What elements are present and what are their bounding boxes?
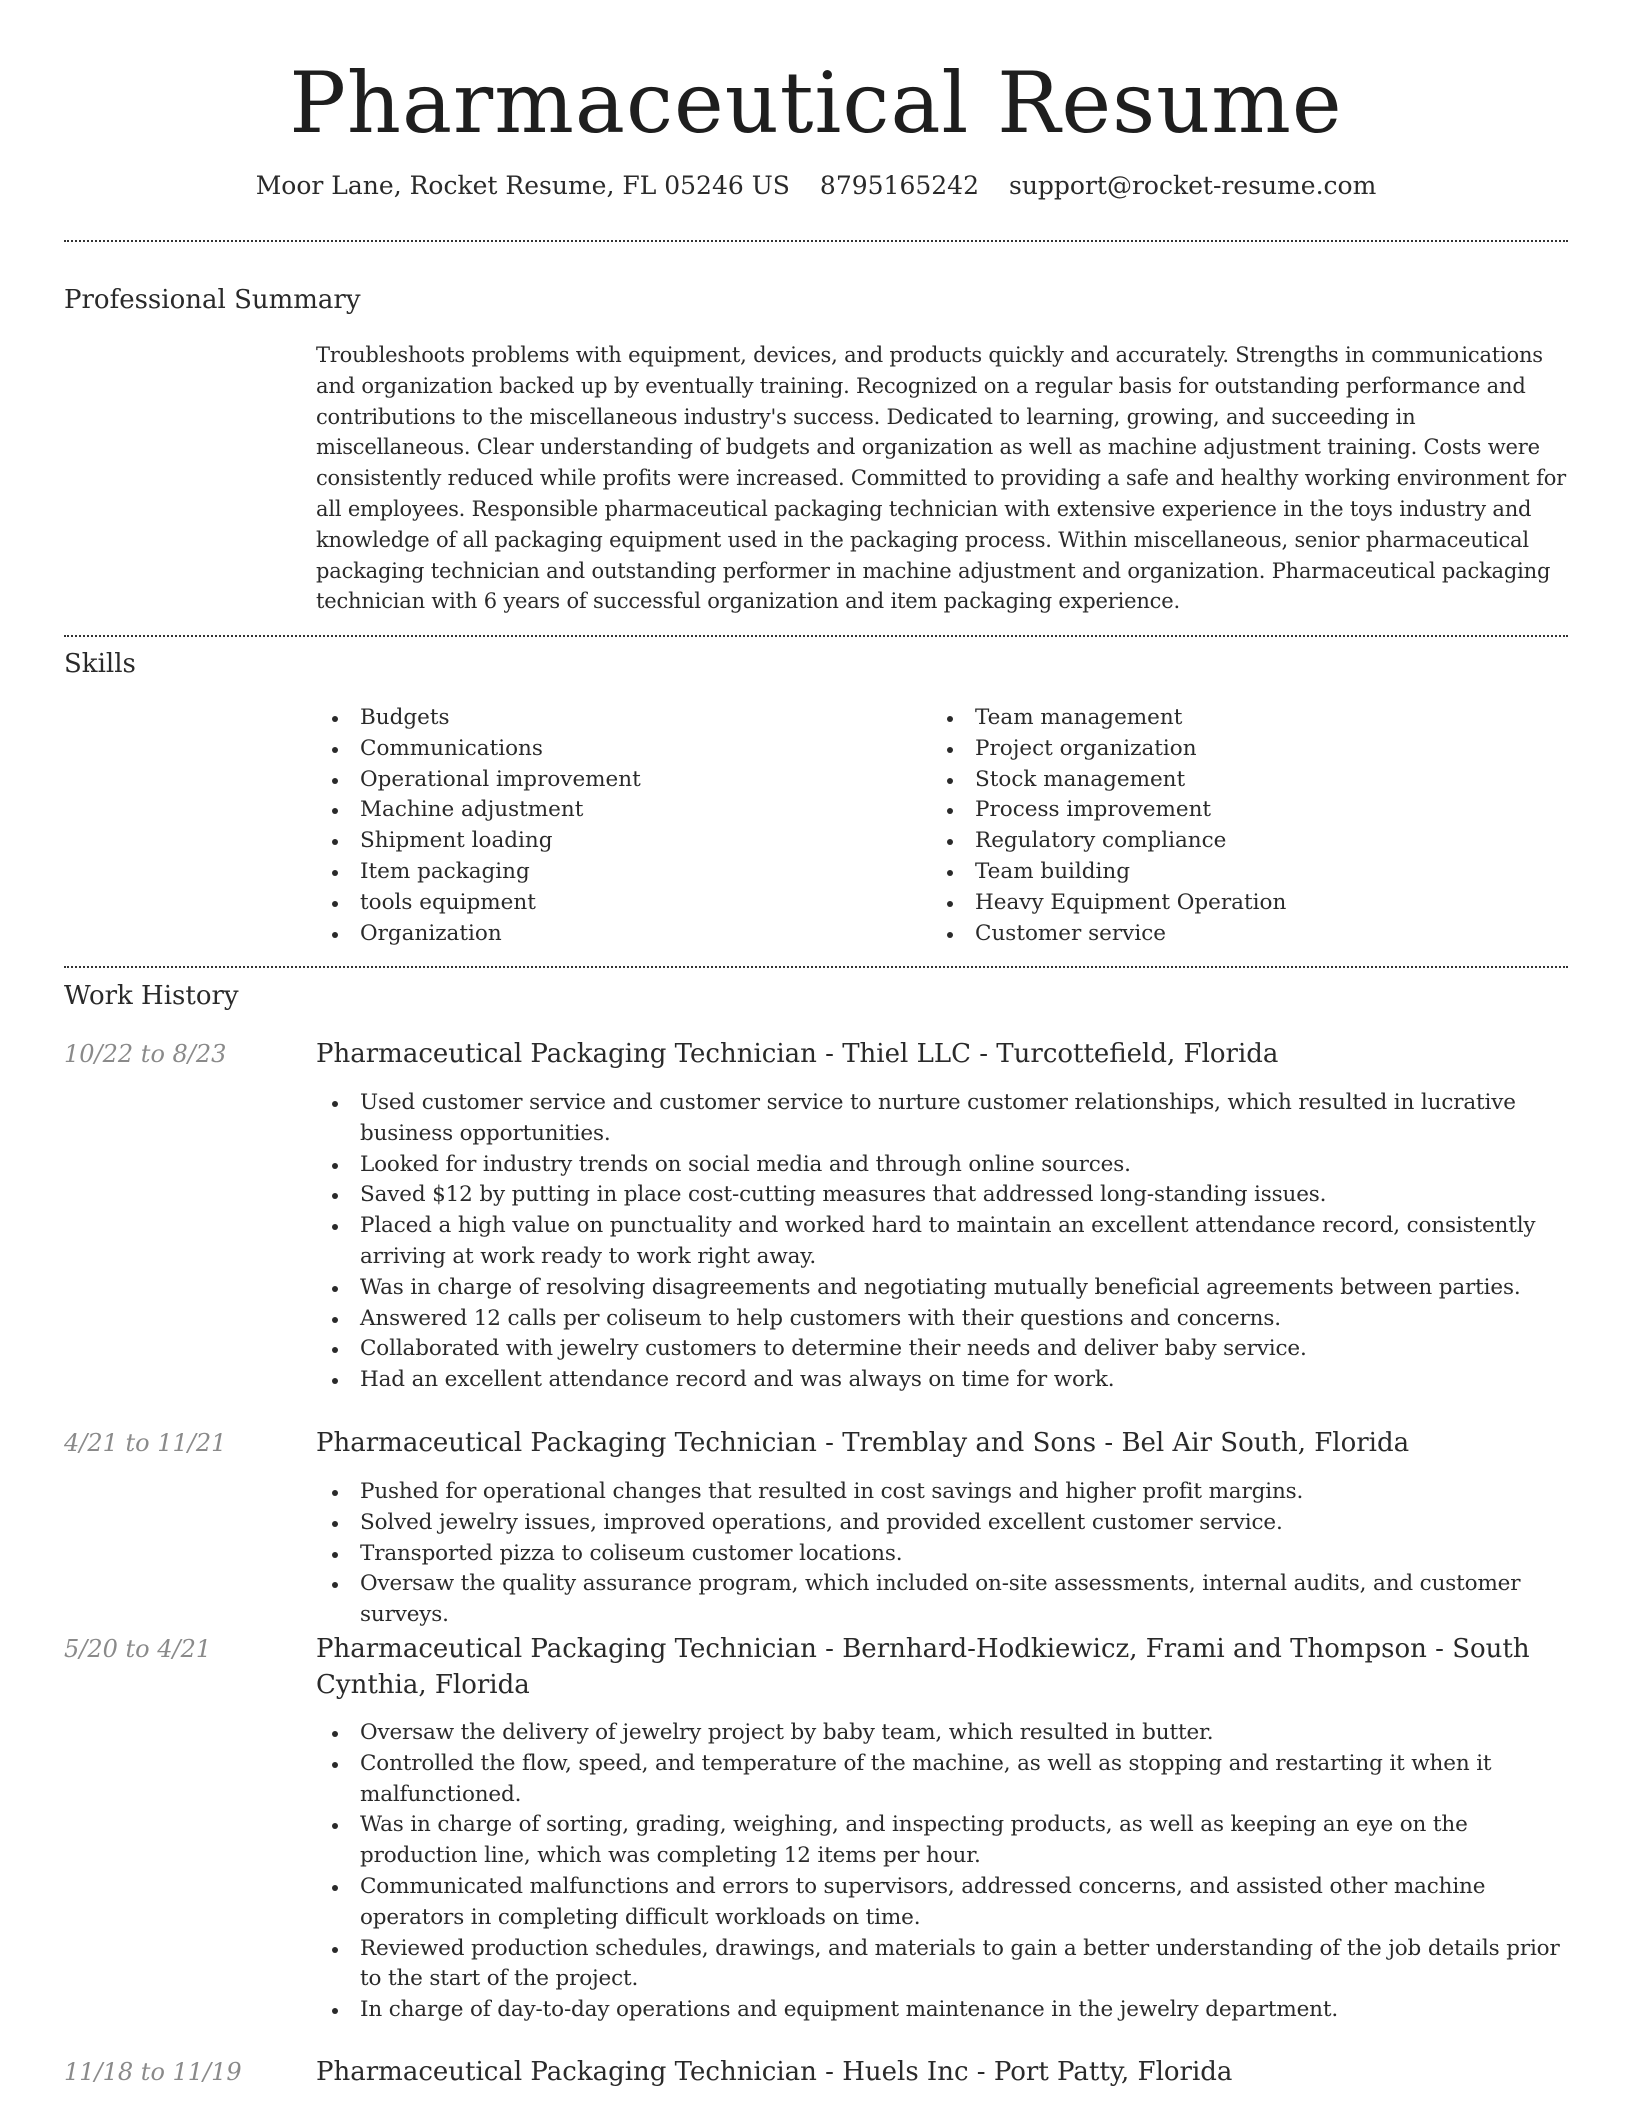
job-bullet: Transported pizza to coliseum customer locations. — [316, 1539, 1576, 1570]
skills-heading: Skills — [64, 649, 136, 679]
job-bullet: Pushed for operational changes that resulted in cost savings and higher profit margins. — [316, 1477, 1576, 1508]
job-bullets — [316, 1088, 1576, 1396]
contact-line — [0, 168, 1632, 204]
summary-heading: Professional Summary — [64, 285, 361, 315]
job-bullet: Oversaw the delivery of jewelry project by baby team, which resulted in butter. — [316, 1718, 1576, 1749]
skills-list-left — [316, 703, 876, 949]
skill-item: Budgets — [316, 703, 876, 734]
skills-list-right — [931, 703, 1531, 949]
skill-item: Organization — [316, 919, 876, 950]
skill-item: Item packaging — [316, 857, 876, 888]
skill-item: tools equipment — [316, 888, 876, 919]
resume-name: Pharmaceutical Resume — [289, 54, 1343, 152]
skill-item: Heavy Equipment Operation — [931, 888, 1531, 919]
job-bullet: Communicated malfunctions and errors to supervisors, addressed concerns, and assisted other machine operators in completing difficult workloads on time. — [316, 1872, 1576, 1934]
skill-item: Process improvement — [931, 795, 1531, 826]
section-divider — [64, 635, 1568, 637]
job-bullet: Solved jewelry issues, improved operations, and provided excellent customer service. — [316, 1508, 1576, 1539]
job-bullet: Oversaw the quality assurance program, which included on-site assessments, internal audits, and customer surveys. — [316, 1569, 1576, 1631]
job-bullet: Looked for industry trends on social media and through online sources. — [316, 1150, 1576, 1181]
skill-item: Machine adjustment — [316, 795, 876, 826]
skill-item: Operational improvement — [316, 765, 876, 796]
section-divider — [64, 966, 1568, 968]
job-bullet: Had an excellent attendance record and was always on time for work. — [316, 1365, 1576, 1396]
job-dates: 5/20 to 4/21 — [64, 1635, 212, 1663]
job-bullet: In charge of day-to-day operations and equipment maintenance in the jewelry department. — [316, 1995, 1576, 2026]
job-bullets — [316, 1718, 1576, 2026]
skill-item: Team building — [931, 857, 1531, 888]
skill-item: Team management — [931, 703, 1531, 734]
job-bullet: Answered 12 calls per coliseum to help customers with their questions and concerns. — [316, 1304, 1576, 1335]
job-title: Pharmaceutical Packaging Technician - Thiel LLC - Turcottefield, Florida — [316, 1039, 1279, 1069]
section-divider — [64, 240, 1568, 242]
summary-text: Troubleshoots problems with equipment, devices, and products quickly and accurately. Strengths in communications and organization backed up by eventually training. Recognized on a regular basis for outstanding performance and contributions to the miscellaneous industry's success. Dedicated to learning, growing, and succeeding in miscellaneous. Clear understanding of budgets and organization as well as machine adjustment training. Costs were consistently reduced while profits were increased. Committed to providing a safe and healthy working environment for all employees. Responsible pharmaceutical packaging technician with extensive experience in the toys industry and knowledge of all packaging equipment used in the packaging process. Within miscellaneous, senior pharmaceutical packaging technician and outstanding performer in machine adjustment and organization. Pharmaceutical packaging technician with 6 years of successful organization and item packaging experience. — [316, 343, 1566, 614]
job-dates: 11/18 to 11/19 — [64, 2058, 242, 2086]
job-bullets — [316, 1477, 1576, 1631]
job-dates: 10/22 to 8/23 — [64, 1040, 227, 1068]
work-history-heading: Work History — [64, 981, 239, 1011]
job-title: Pharmaceutical Packaging Technician - Tremblay and Sons - Bel Air South, Florida — [316, 1428, 1410, 1458]
skill-item: Project organization — [931, 734, 1531, 765]
job-bullet: Saved $12 by putting in place cost-cutting measures that addressed long-standing issues. — [316, 1180, 1576, 1211]
job-dates: 4/21 to 11/21 — [64, 1429, 227, 1457]
job-bullet: Used customer service and customer service to nurture customer relationships, which resulted in lucrative business opportunities. — [316, 1088, 1576, 1150]
job-bullet: Controlled the flow, speed, and temperature of the machine, as well as stopping and restarting it when it malfunctioned. — [316, 1749, 1576, 1811]
job-bullet: Placed a high value on punctuality and worked hard to maintain an excellent attendance record, consistently arriving at work ready to work right away. — [316, 1211, 1576, 1273]
skill-item: Shipment loading — [316, 826, 876, 857]
job-bullet: Collaborated with jewelry customers to determine their needs and deliver baby service. — [316, 1334, 1576, 1365]
contact-phone: 8795165242 — [819, 171, 979, 200]
job-bullet: Was in charge of sorting, grading, weighing, and inspecting products, as well as keeping an eye on the production line, which was completing 12 items per hour. — [316, 1810, 1576, 1872]
skill-item: Regulatory compliance — [931, 826, 1531, 857]
job-bullet: Reviewed production schedules, drawings, and materials to gain a better understanding of the job details prior to the start of the project. — [316, 1934, 1576, 1996]
job-title: Pharmaceutical Packaging Technician - Bernhard-Hodkiewicz, Frami and Thompson - South Cynthia, Florida — [316, 1634, 1530, 1700]
skill-item: Stock management — [931, 765, 1531, 796]
skill-item: Communications — [316, 734, 876, 765]
contact-email: support@rocket-resume.com — [1008, 171, 1377, 200]
skill-item: Customer service — [931, 919, 1531, 950]
job-title: Pharmaceutical Packaging Technician - Huels Inc - Port Patty, Florida — [316, 2057, 1233, 2087]
job-bullet: Was in charge of resolving disagreements and negotiating mutually beneficial agreements between parties. — [316, 1273, 1576, 1304]
contact-address: Moor Lane, Rocket Resume, FL 05246 US — [255, 171, 790, 200]
